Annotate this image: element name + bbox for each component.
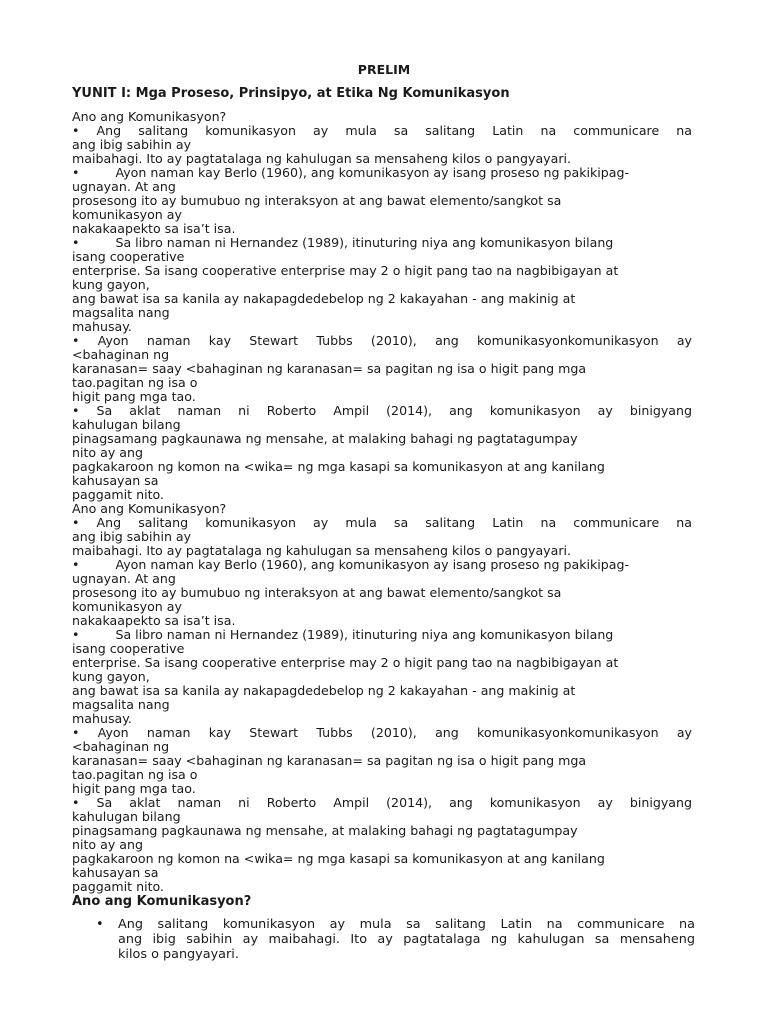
text-line: prosesong ito ay bumubuo ng interaksyon at ang bawat elemento/sangkot sa: [72, 585, 562, 600]
document-body: [72, 110, 692, 894]
text-line: • Sa libro naman ni Hernandez (1989), itinuturing niya ang komunikasyon bilang: [72, 235, 614, 250]
bullet-text-line: Ang salitang komunikasyon ay mula sa salitang Latin na communicare na: [118, 917, 695, 932]
text-line: kahulugan bilang: [72, 809, 181, 824]
text-line: mahusay.: [72, 319, 132, 334]
text-line: mahusay.: [72, 711, 132, 726]
text-line: pinagsamang pagkaunawa ng mensahe, at malaking bahagi ng pagtatagumpay: [72, 431, 578, 446]
text-line: karanasan= saay <bahaginan ng karanasan= sa pagitan ng isa o higit pang mga: [72, 753, 587, 768]
text-line: • Sa aklat naman ni Roberto Ampil (2014), ang komunikasyon ay binigyang: [72, 795, 692, 810]
text-line: nito ay ang: [72, 445, 143, 460]
bullet-text-line: kilos o pangyayari.: [118, 947, 239, 962]
text-line: • Sa aklat naman ni Roberto Ampil (2014), ang komunikasyon ay binigyang: [72, 403, 692, 418]
text-line: <bahaginan ng: [72, 739, 170, 754]
text-line: <bahaginan ng: [72, 347, 170, 362]
unit-heading: YUNIT I: Mga Proseso, Prinsipyo, at Etika Ng Komunikasyon: [72, 86, 510, 101]
text-line: komunikasyon ay: [72, 207, 182, 222]
text-line: tao.pagitan ng isa o: [72, 767, 198, 782]
text-line: kahusayan sa: [72, 473, 159, 488]
text-line: karanasan= saay <bahaginan ng karanasan= sa pagitan ng isa o higit pang mga: [72, 361, 587, 376]
text-line: enterprise. Sa isang cooperative enterprise may 2 o higit pang tao na nagbibigayan at: [72, 655, 619, 670]
text-line: tao.pagitan ng isa o: [72, 375, 198, 390]
text-line: • Ang salitang komunikasyon ay mula sa salitang Latin na communicare na: [72, 515, 692, 530]
text-line: ugnayan. At ang: [72, 179, 176, 194]
text-line: magsalita nang: [72, 697, 170, 712]
text-line: nakakaapekto sa isa’t isa.: [72, 613, 236, 628]
text-line: paggamit nito.: [72, 879, 165, 894]
page-title: PRELIM: [357, 62, 411, 77]
text-line: • Ayon naman kay Berlo (1960), ang komunikasyon ay isang proseso ng pakikipag-: [72, 165, 630, 180]
text-line: higit pang mga tao.: [72, 781, 196, 796]
text-line: • Ang salitang komunikasyon ay mula sa salitang Latin na communicare na: [72, 123, 692, 138]
text-line: higit pang mga tao.: [72, 389, 196, 404]
text-line: ugnayan. At ang: [72, 571, 176, 586]
text-line: • Ayon naman kay Stewart Tubbs (2010), ang komunikasyonkomunikasyon ay: [72, 333, 692, 348]
text-line: pinagsamang pagkaunawa ng mensahe, at malaking bahagi ng pagtatagumpay: [72, 823, 578, 838]
text-line: kung gayon,: [72, 669, 150, 684]
bullet-text-line: ang ibig sabihin ay maibahagi. Ito ay pagtatalaga ng kahulugan sa mensaheng: [118, 932, 695, 947]
text-line: isang cooperative: [72, 249, 185, 264]
text-line: kung gayon,: [72, 277, 150, 292]
text-line: Ano ang Komunikasyon?: [72, 501, 227, 516]
text-line: kahulugan bilang: [72, 417, 181, 432]
text-line: nito ay ang: [72, 837, 143, 852]
text-line: ang ibig sabihin ay: [72, 137, 192, 152]
text-line: paggamit nito.: [72, 487, 165, 502]
bullet-item-text: [118, 917, 695, 962]
text-line: enterprise. Sa isang cooperative enterprise may 2 o higit pang tao na nagbibigayan at: [72, 263, 619, 278]
section-heading: Ano ang Komunikasyon?: [72, 894, 252, 909]
text-line: ang ibig sabihin ay: [72, 529, 192, 544]
text-line: pagkakaroon ng komon na <wika= ng mga kasapi sa komunikasyon at ang kanilang: [72, 851, 605, 866]
text-line: komunikasyon ay: [72, 599, 182, 614]
text-line: ang bawat isa sa kanila ay nakapagdedebelop ng 2 kakayahan - ang makinig at: [72, 291, 576, 306]
text-line: • Sa libro naman ni Hernandez (1989), itinuturing niya ang komunikasyon bilang: [72, 627, 614, 642]
text-line: isang cooperative: [72, 641, 185, 656]
text-line: pagkakaroon ng komon na <wika= ng mga kasapi sa komunikasyon at ang kanilang: [72, 459, 605, 474]
text-line: nakakaapekto sa isa’t isa.: [72, 221, 236, 236]
text-line: Ano ang Komunikasyon?: [72, 109, 227, 124]
text-line: ang bawat isa sa kanila ay nakapagdedebelop ng 2 kakayahan - ang makinig at: [72, 683, 576, 698]
bullet-marker: •: [96, 917, 104, 932]
text-line: • Ayon naman kay Berlo (1960), ang komunikasyon ay isang proseso ng pakikipag-: [72, 557, 630, 572]
text-line: magsalita nang: [72, 305, 170, 320]
text-line: kahusayan sa: [72, 865, 159, 880]
text-line: prosesong ito ay bumubuo ng interaksyon at ang bawat elemento/sangkot sa: [72, 193, 562, 208]
text-line: • Ayon naman kay Stewart Tubbs (2010), ang komunikasyonkomunikasyon ay: [72, 725, 692, 740]
text-line: maibahagi. Ito ay pagtatalaga ng kahulugan sa mensaheng kilos o pangyayari.: [72, 543, 572, 558]
text-line: maibahagi. Ito ay pagtatalaga ng kahulugan sa mensaheng kilos o pangyayari.: [72, 151, 572, 166]
